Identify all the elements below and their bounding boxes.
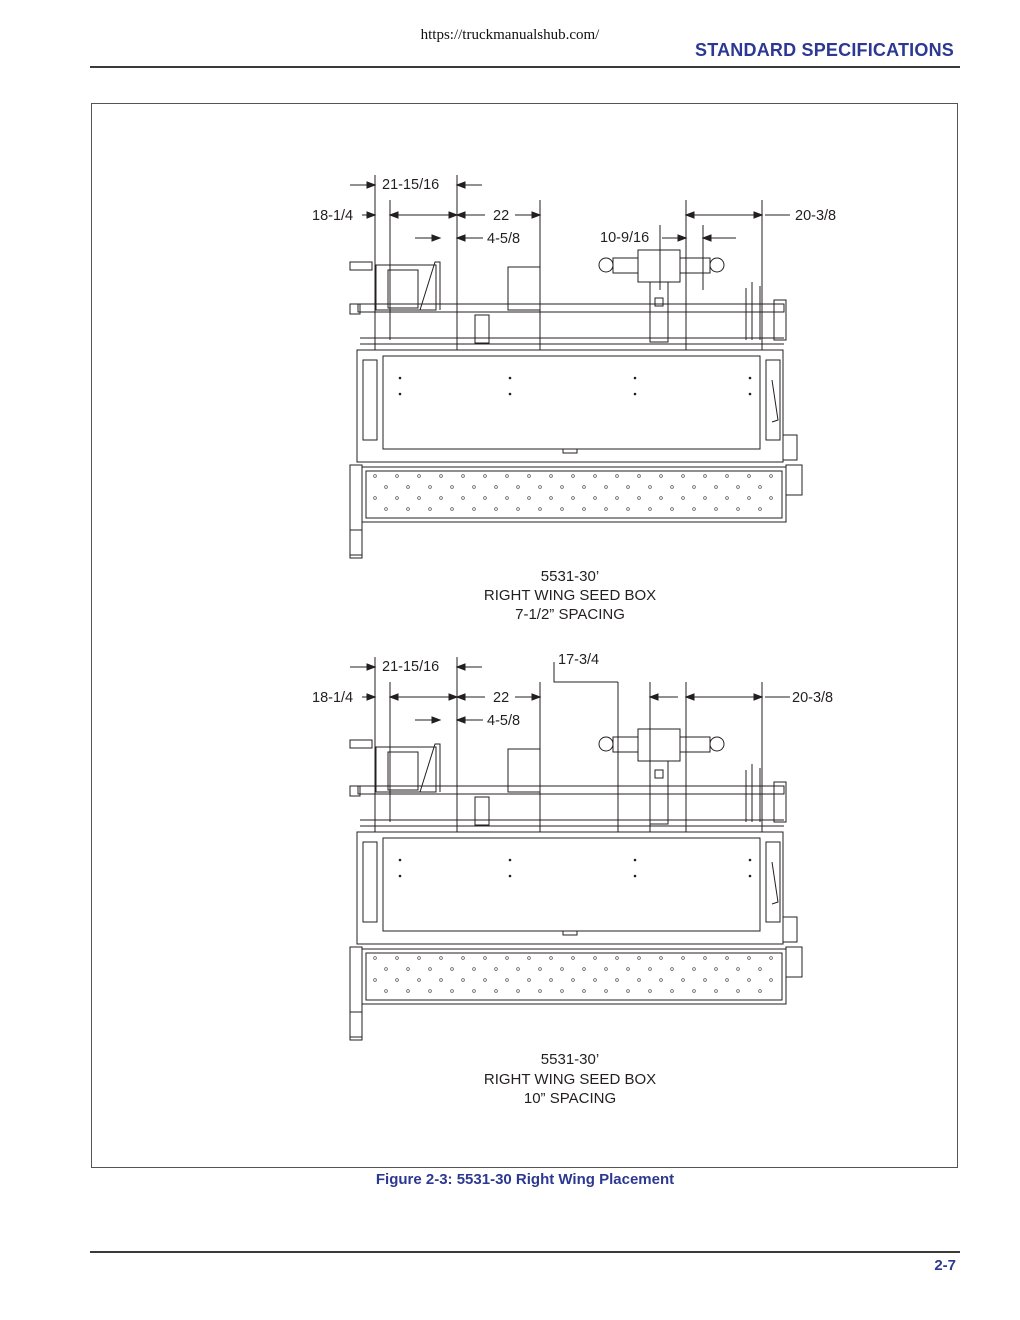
dimension-label: 22	[493, 690, 510, 706]
dimension-label: 10-9/16	[600, 230, 650, 246]
seed-box-schematic	[300, 170, 860, 570]
drawing-caption-model: 5531-30’	[540, 1051, 600, 1068]
dimension-label: 22	[493, 208, 510, 224]
source-url: https://truckmanualshub.com/	[420, 27, 600, 43]
seed-box-drawing-10-spacing	[300, 652, 860, 1072]
drawing-caption-spacing: 10” SPACING	[523, 1090, 617, 1107]
dimension-label: 21-15/16	[382, 177, 440, 193]
drawing-caption-title: RIGHT WING SEED BOX	[483, 1071, 657, 1088]
drawing-caption-spacing: 7-1/2” SPACING	[515, 606, 625, 623]
dimension-label: 20-3/8	[795, 208, 837, 224]
dimension-label: 17-3/4	[558, 652, 600, 668]
page-number: 2-7	[934, 1257, 956, 1274]
seed-box-schematic	[300, 652, 860, 1052]
footer-rule	[90, 1251, 960, 1253]
drawing-caption-title: RIGHT WING SEED BOX	[483, 587, 657, 604]
header-rule	[90, 66, 960, 68]
drawing-caption-model: 5531-30’	[540, 568, 600, 585]
dimension-label: 20-3/8	[792, 690, 834, 706]
seed-box-drawing-7-5-spacing	[300, 170, 860, 590]
dimension-label: 18-1/4	[312, 208, 354, 224]
dimension-label: 4-5/8	[487, 231, 521, 247]
figure-caption: Figure 2-3: 5531-30 Right Wing Placement	[375, 1171, 675, 1188]
dimension-label: 4-5/8	[487, 713, 521, 729]
dimension-label: 18-1/4	[312, 690, 354, 706]
dimension-label: 21-15/16	[382, 659, 440, 675]
section-title: STANDARD SPECIFICATIONS	[695, 40, 954, 60]
